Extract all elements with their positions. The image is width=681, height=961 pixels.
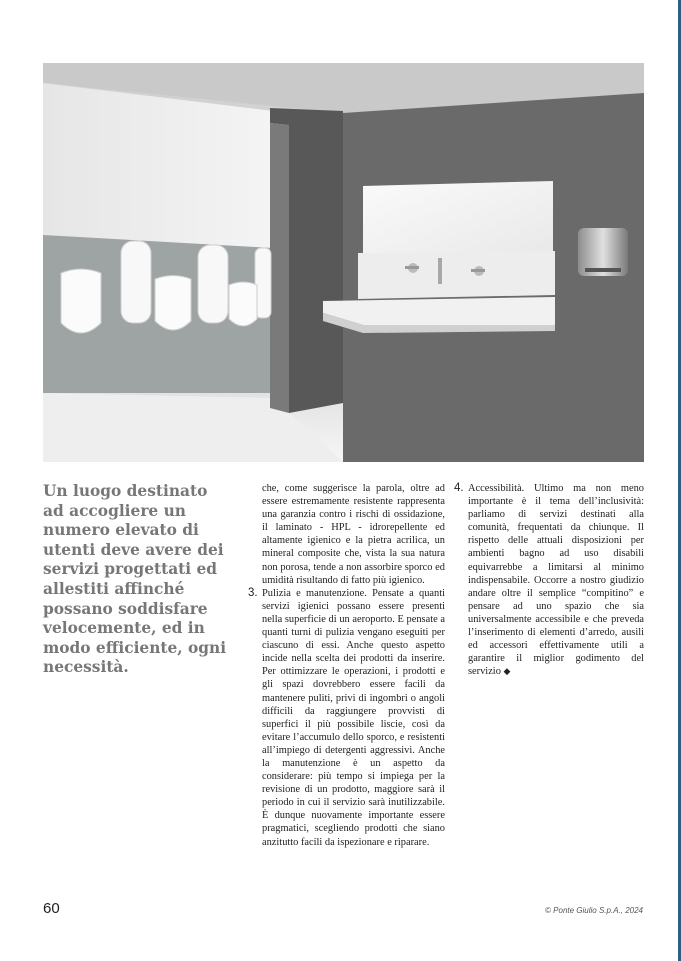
end-mark-icon: ◆	[503, 667, 511, 678]
pull-quote: Un luogo destinato ad accogliere un numero elevato di utenti deve avere dei servizi progettati ed allestiti affinché possano soddisfare velocemente, ed in modo efficiente, ogni necessità.	[43, 482, 227, 677]
list-item-text: Pulizia e manutenzione. Pensate a quanti servizi igienici possano essere presenti nella superficie di un aeroporto. E pensate a quanti turni di pulizia vengano eseguiti per ciascuno di essi. Anche questo aspetto incide nella scelta dei prodotti da inserire. Per ottimizzare le operazioni, i prodotti e gli spazi dovrebbero essere facili da mantenere puliti, privi di ingombri o angoli difficili da raggiungere provvisti di superfici il più possibile liscie, così da evitare l’accumulo dello sporco, e resistenti all’impiego di detergenti aggressivi. Anche la manutenzione è un aspetto da considerare: più tempo si impiega per la revisione di un prodotto, maggiore sarà il periodo in cui il servizio sarà inutilizzabile. È dunque nuovamente importante essere pragmatici, scegliendo prodotti che siano anzitutto facili da ispezionare e riparare.	[262, 587, 445, 848]
copyright-notice: © Ponte Giulio S.p.A., 2024	[545, 906, 643, 915]
list-number: 3.	[248, 586, 258, 599]
text-column-3	[454, 482, 644, 679]
list-item-body: Accessibilità. Ultimo ma non meno importante è il tema dell’inclusività: parliamo di servizi destinati alla comunità, frequentati da chiunque. Il rispetto delle attuali disposizioni per ambienti bagno ad uso disabili equivarrebbe a limitarsi al minimo indispensabile. Occorre a nostro giudizio andare oltre il semplice “compitino” e pensare ad uno spazio che sia universalmente accessibile e che preveda l’inserimento di elementi d’arredo, ausili ed accessori effettivamente utili a garantire il miglior godimento del servizio	[468, 483, 644, 678]
text-column-2	[248, 482, 445, 849]
column-intro-paragraph: che, come suggerisce la parola, oltre ad essere estremamente resistente rappresenta una garanzia contro i rischi di ossidazione, il laminato - HPL - idrorepellente ed altamente igienico e la pietra acrilica, un mineral composite che, vista la sua natura non porosa, tende a non assorbire sporco ed umidità risultando di fatto più igienico.	[262, 483, 445, 586]
list-item-3	[248, 586, 445, 849]
restroom-photo	[43, 63, 644, 462]
list-item-text	[468, 482, 644, 679]
page-number: 60	[43, 900, 60, 917]
list-number: 4.	[454, 482, 464, 494]
list-item-4	[454, 482, 644, 679]
